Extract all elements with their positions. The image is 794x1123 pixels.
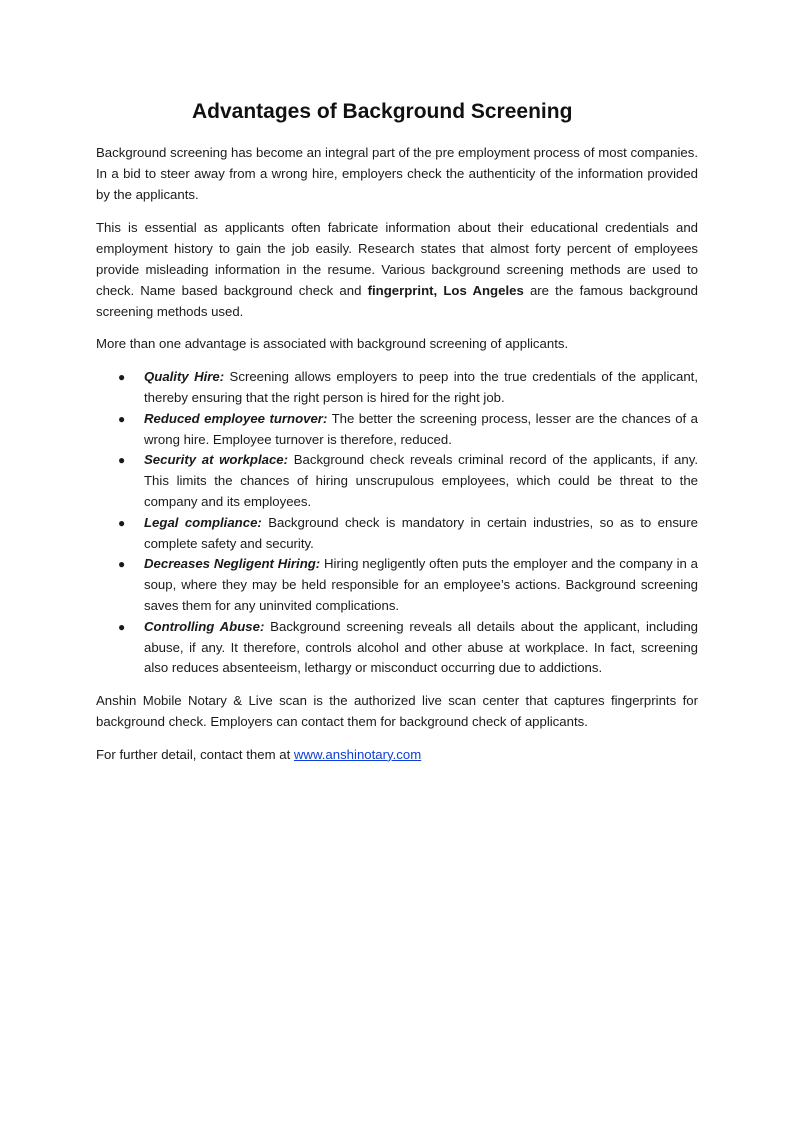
advantage-term: Decreases Negligent Hiring: bbox=[144, 556, 321, 572]
advantage-text: Background screening reveals all details about the applicant, including abuse, if any. It therefore, controls alcohol and other abuse at workplace. In fact, screening also reduces absenteeism, lethargy or misconduct occurring due to addictions. bbox=[144, 618, 699, 676]
list-item bbox=[118, 554, 698, 616]
advantage-term: Quality Hire: bbox=[144, 369, 225, 385]
advantage-text: The better the screening process, lesser are the chances of a wrong hire. Employee turnover is therefore, reduced. bbox=[144, 410, 698, 447]
bullet-icon: ● bbox=[118, 557, 126, 572]
advantage-term: Controlling Abuse: bbox=[144, 618, 265, 634]
advantages-list bbox=[96, 367, 698, 679]
paragraph-contact bbox=[96, 745, 698, 766]
paragraph-methods-text-end: are the famous background screening methods used. bbox=[96, 282, 698, 319]
bullet-icon: ● bbox=[118, 515, 126, 530]
list-item bbox=[118, 450, 698, 512]
advantage-text: Screening allows employers to peep into the true credentials of the applicant, thereby ensuring that the right person is hired for the right job. bbox=[144, 369, 698, 405]
list-item bbox=[118, 513, 698, 555]
advantage-text: Background check is mandatory in certain industries, so as to ensure complete safety and security. bbox=[144, 514, 698, 551]
document-body bbox=[96, 143, 698, 778]
list-item bbox=[118, 367, 698, 409]
advantage-term: Legal compliance: bbox=[144, 514, 262, 530]
page-title: Advantages of Background Screening bbox=[192, 100, 573, 123]
bullet-icon: ● bbox=[118, 453, 126, 468]
advantage-term: Reduced employee turnover: bbox=[144, 410, 328, 426]
bullet-icon: ● bbox=[118, 619, 126, 634]
bold-keyword: fingerprint, Los Angeles bbox=[367, 282, 524, 298]
advantage-term: Security at workplace: bbox=[144, 452, 289, 468]
bullet-icon: ● bbox=[118, 411, 126, 426]
contact-prefix: For further detail, contact them at bbox=[96, 746, 294, 762]
paragraph-advantages-intro: More than one advantage is associated with background screening of applicants. bbox=[96, 336, 569, 352]
paragraph-company: Anshin Mobile Notary & Live scan is the authorized live scan center that captures fingerprints for background check. Employers can contact them for background check of applicants. bbox=[96, 693, 698, 729]
bullet-icon: ● bbox=[118, 370, 126, 385]
advantage-text: Background check reveals criminal record of the applicants, if any. This limits the chances of hiring unscrupulous employees, which could be threat to the company and its employees. bbox=[144, 452, 698, 509]
paragraph-methods bbox=[96, 218, 698, 322]
paragraph-intro: Background screening has become an integral part of the pre employment process of most companies. In a bid to steer away from a wrong hire, employers check the authenticity of the information provided by the applicants. bbox=[96, 145, 698, 202]
list-item bbox=[118, 409, 698, 451]
website-link[interactable]: www.anshinotary.com bbox=[293, 746, 422, 762]
list-item bbox=[118, 617, 699, 679]
advantage-text: Hiring negligently often puts the employer and the company in a soup, where they may be held responsible for an employee’s actions. Background screening saves them for any uninvited complications. bbox=[144, 556, 698, 613]
paragraph-methods-text: This is essential as applicants often fabricate information about their educational credentials and employment history to gain the job easily. Research states that almost forty percent of employees provide misleading information in the resume. Various background screening methods are used to check. Name based background check and bbox=[96, 220, 698, 298]
